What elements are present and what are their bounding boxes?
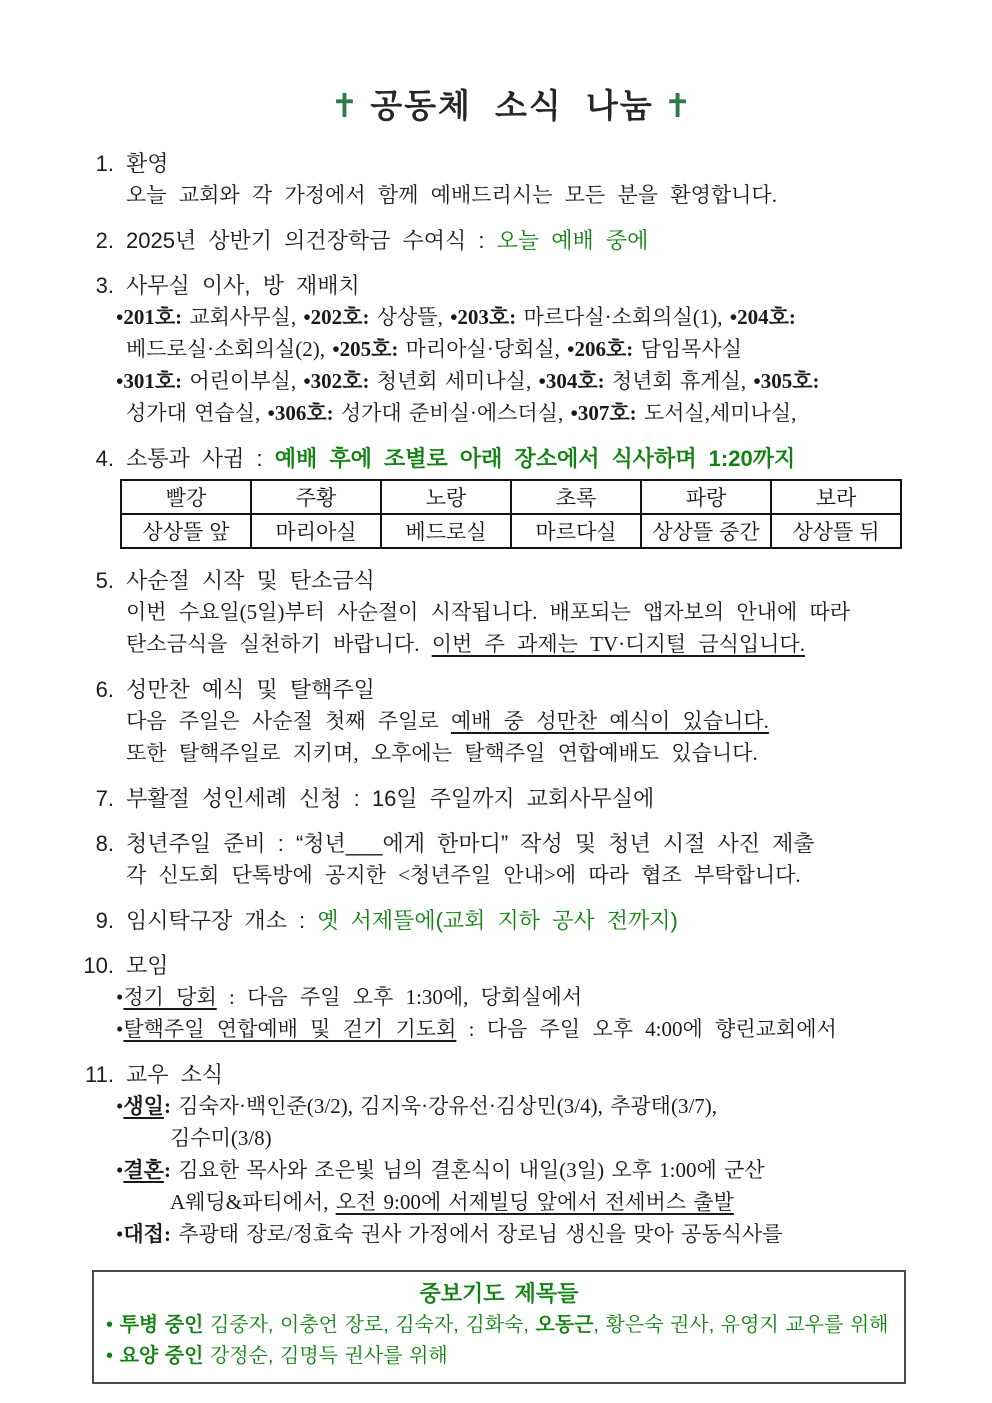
- news-item-continuation: 김수미(3/8): [170, 1126, 272, 1150]
- section-body-line: 이번 수요일(5일)부터 사순절이 시작됩니다. 배포되는 앱자보의 안내에 따라: [126, 600, 851, 624]
- underlined-text: 이번 주 과제는 TV·디지털 금식입니다.: [431, 632, 805, 656]
- item-label: 대접: [123, 1222, 164, 1246]
- section-number: 6.: [95, 677, 114, 702]
- room-list-line: 성가대 연습실, •306호: 성가대 준비실·에스더실, •307호: 도서실,세미나실,: [126, 401, 797, 425]
- page-title-text: 공동체 소식 나눔: [370, 87, 654, 124]
- section-heading: 사순절 시작 및 탄소금식: [126, 568, 375, 593]
- section-number: 2.: [95, 228, 114, 253]
- prayer-item-care: • 요양 중인 강정순, 김명득 권사를 위해: [106, 1345, 448, 1367]
- table-cell: 마르다실: [511, 514, 641, 548]
- room-list-line: •301호: 어린이부실, •302호: 청년회 세미나실, •304호: 청년회 휴게실, •305호:: [116, 369, 820, 393]
- heading-highlight: 오늘 예배 중에: [496, 228, 649, 253]
- table-cell: 보라: [771, 480, 901, 514]
- section-heading: 2025년 상반기 의건장학금 수여식 : 오늘 예배 중에: [126, 228, 649, 253]
- news-item-birthday: •생일: 김숙자·백인준(3/2), 김지욱·강유선·김상민(3/4), 추광태(3/7),: [116, 1094, 718, 1118]
- underlined-text: 정기 당회: [123, 985, 217, 1009]
- table-cell: 초록: [511, 480, 641, 514]
- cross-icon-left: ✝: [330, 87, 361, 124]
- table-cell: 상상뜰 뒤: [771, 514, 901, 548]
- section-heading: 환영: [126, 151, 169, 176]
- section-heading: 청년주일 준비 : “청년___에게 한마디” 작성 및 청년 시절 사진 제출: [126, 831, 815, 856]
- section-number: 5.: [95, 568, 114, 593]
- section-body-line: 각 신도회 단톡방에 공지한 <청년주일 안내>에 따라 협조 부탁합니다.: [126, 863, 801, 887]
- room-list-line: 베드로실·소회의실(2), •205호: 마리아실·당회실, •206호: 담임목사실: [126, 337, 742, 361]
- section-heading: 사무실 이사, 방 재배치: [126, 273, 360, 298]
- section-welcome: [60, 149, 964, 211]
- section-number: 3.: [95, 273, 114, 298]
- prayer-item-sick: • 투병 중인 김중자, 이충언 장로, 김숙자, 김화숙, 오동근, 황은숙 권사, 유영지 교우를 위해: [106, 1314, 889, 1336]
- section-body-line: 탄소금식을 실천하기 바랍니다. 이번 주 과제는 TV·디지털 금식입니다.: [126, 632, 805, 656]
- section-heading: 부활절 성인세례 신청 : 16일 주일까지 교회사무실에: [126, 786, 655, 811]
- underlined-text: 예배 중 성만찬 예식이 있습니다.: [450, 709, 769, 733]
- section-fellowship: [60, 444, 964, 551]
- underlined-text: 오전 9:00에 서제빌딩 앞에서 전세버스 출발: [335, 1190, 734, 1214]
- section-number: 8.: [95, 831, 114, 856]
- room-list-line: •201호: 교회사무실, •202호: 상상뜰, •203호: 마르다실·소회의실(1), •204호:: [116, 305, 796, 329]
- table-cell: 상상뜰 중간: [641, 514, 771, 548]
- seating-table: [120, 479, 902, 549]
- section-lent: [60, 566, 964, 660]
- section-number: 7.: [95, 786, 114, 811]
- section-number: 9.: [95, 908, 114, 933]
- news-item-wedding: •결혼: 김요한 목사와 조은빛 님의 결혼식이 내일(3일) 오후 1:00에 군산: [116, 1158, 765, 1182]
- item-label: 생일: [123, 1094, 164, 1118]
- meeting-item: •정기 당회 : 다음 주일 오후 1:30에, 당회실에서: [116, 985, 583, 1009]
- page-title: [60, 80, 964, 127]
- table-cell: 베드로실: [381, 514, 511, 548]
- table-cell: 노랑: [381, 480, 511, 514]
- heading-highlight: 예배 후에 조별로 아래 장소에서 식사하며 1:20까지: [274, 446, 796, 471]
- table-row-colors: [121, 480, 901, 514]
- section-office-move: [60, 271, 964, 429]
- bullet: •: [116, 985, 124, 1009]
- section-heading: 성만찬 예식 및 탈핵주일: [126, 677, 375, 702]
- table-row-places: [121, 514, 901, 548]
- news-item-hosting: •대접: 추광태 장로/정효숙 권사 가정에서 장로님 생신을 맞아 공동식사를: [116, 1222, 783, 1246]
- table-cell: 주황: [251, 480, 381, 514]
- section-number: 4.: [95, 446, 114, 471]
- section-member-news: [60, 1060, 964, 1250]
- section-body-line: 또한 탈핵주일로 지키며, 오후에는 탈핵주일 연합예배도 있습니다.: [126, 741, 758, 765]
- section-number: 10.: [83, 953, 114, 978]
- news-item-continuation: A웨딩&파티에서, 오전 9:00에 서제빌딩 앞에서 전세버스 출발: [170, 1190, 734, 1214]
- bullet: •: [116, 1222, 124, 1246]
- section-youth-sunday: [60, 829, 964, 891]
- cross-icon-right: ✝: [663, 87, 694, 124]
- section-heading: 교우 소식: [126, 1062, 224, 1087]
- section-heading: 소통과 사귐 : 예배 후에 조별로 아래 장소에서 식사하며 1:20까지: [126, 446, 796, 471]
- bullet: •: [116, 1017, 124, 1041]
- section-number: 11.: [85, 1062, 114, 1087]
- section-body-line: 오늘 교회와 각 가정에서 함께 예배드리시는 모든 분을 환영합니다.: [126, 183, 777, 207]
- section-scholarship: [60, 226, 964, 256]
- section-body-line: 다음 주일은 사순절 첫째 주일로 예배 중 성만찬 예식이 있습니다.: [126, 709, 769, 733]
- prayer-box: [92, 1270, 906, 1384]
- section-heading: 모임: [126, 953, 169, 978]
- underlined-text: 탈핵주일 연합예배 및 걷기 기도회: [123, 1017, 457, 1041]
- section-baptism: [60, 784, 964, 814]
- item-label: 결혼: [123, 1158, 164, 1182]
- section-communion: [60, 675, 964, 769]
- table-cell: 파랑: [641, 480, 771, 514]
- meeting-item: •탈핵주일 연합예배 및 걷기 기도회 : 다음 주일 오후 4:00에 향린교회에서: [116, 1017, 837, 1041]
- table-cell: 상상뜰 앞: [121, 514, 251, 548]
- table-cell: 마리아실: [251, 514, 381, 548]
- section-number: 1.: [95, 151, 114, 176]
- bullet: •: [116, 1158, 124, 1182]
- table-cell: 빨강: [121, 480, 251, 514]
- heading-highlight: 옛 서제뜰에(교회 지하 공사 전까지): [317, 908, 678, 933]
- section-meetings: [60, 951, 964, 1045]
- section-heading: 임시탁구장 개소 : 옛 서제뜰에(교회 지하 공사 전까지): [126, 908, 678, 933]
- section-pingpong: [60, 906, 964, 936]
- bullet: •: [116, 1094, 124, 1118]
- prayer-box-title: 중보기도 제목들: [419, 1281, 579, 1306]
